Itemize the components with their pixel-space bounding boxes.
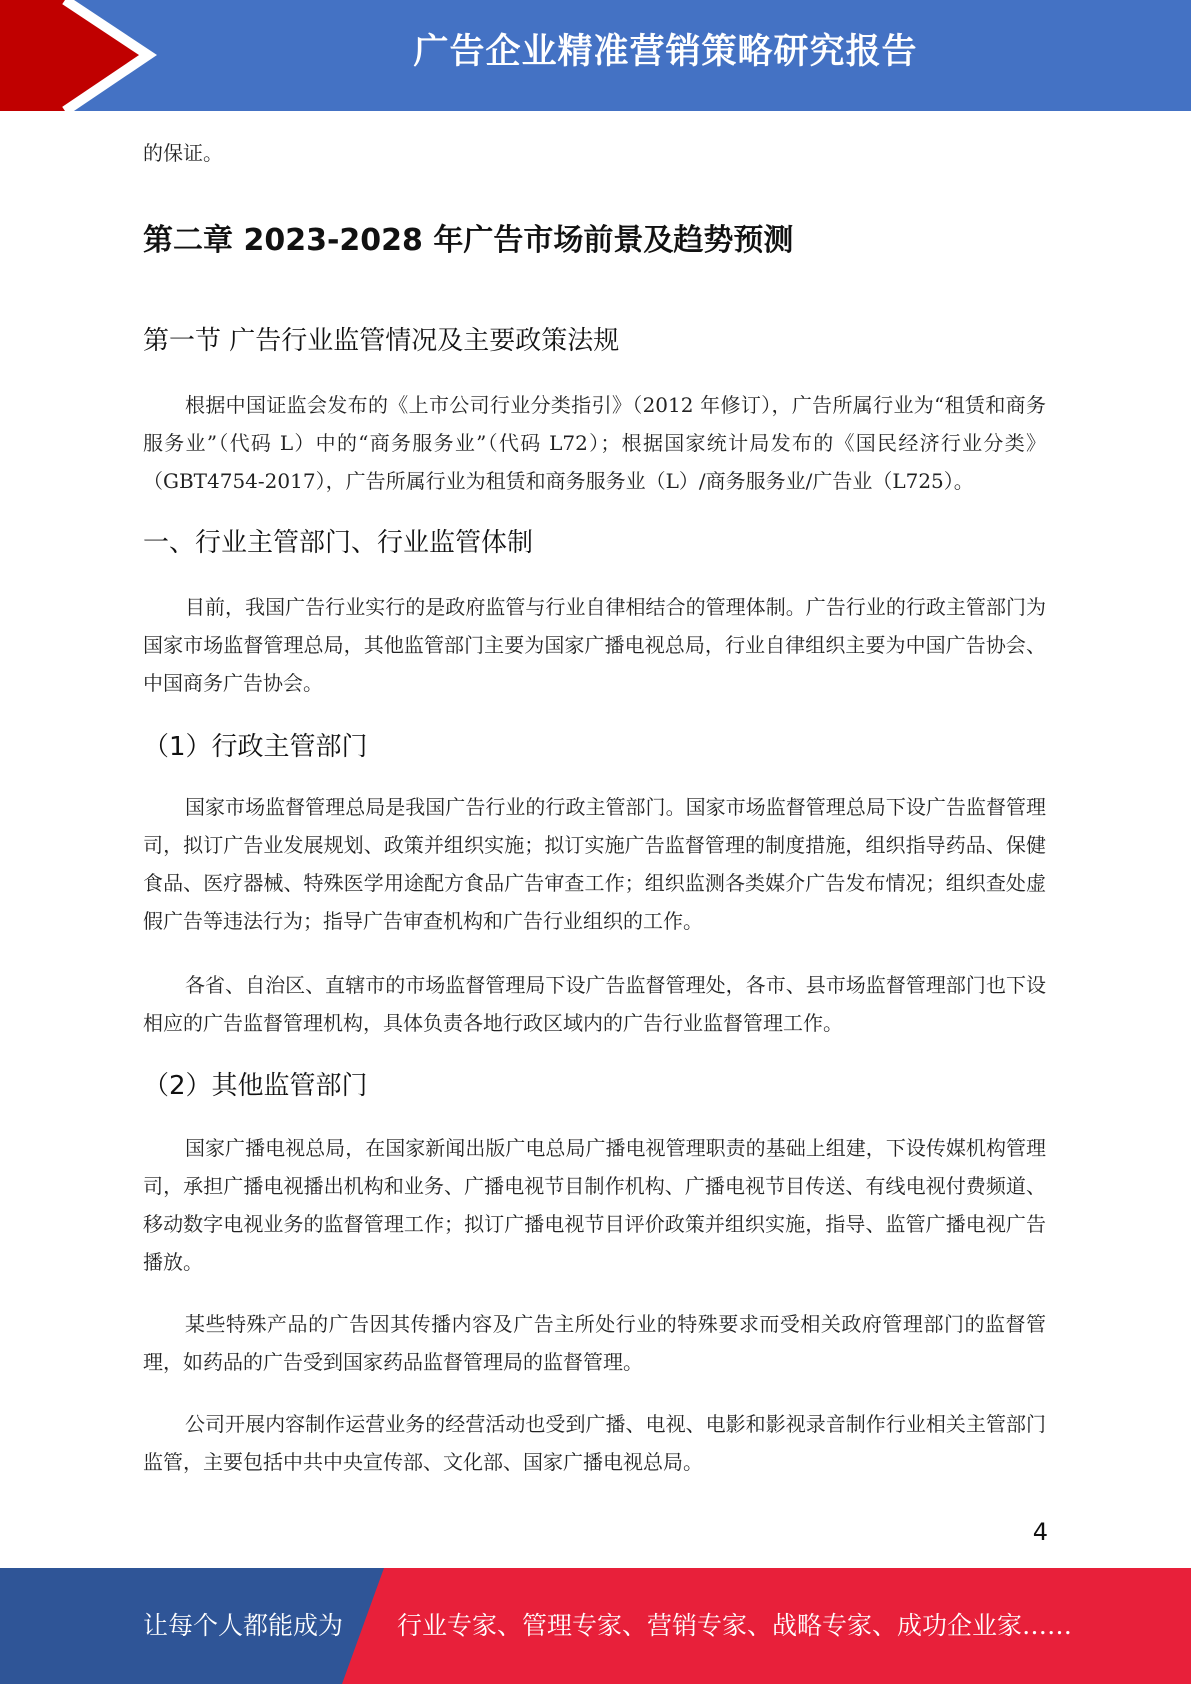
item-heading-1: （1）行政主管部门 xyxy=(143,732,368,762)
page-header xyxy=(0,0,1191,111)
chapter-heading: 第二章 2023-2028 年广告市场前景及趋势预测 xyxy=(143,223,794,258)
item-heading-2: （2）其他监管部门 xyxy=(143,1071,368,1101)
item-1-paragraph-1: 国家市场监督管理总局是我国广告行业的行政主管部门。国家市场监督管理总局下设广告监督管理司，拟订广告业发展规划、政策并组织实施；拟订实施广告监督管理的制度措施，组织指导药品、保健食品、医疗器械、特殊医学用途配方食品广告审查工作；组织监测各类媒介广告发布情况；组织查处虚假广告等违法行为；指导广告审查机构和广告行业组织的工作。 xyxy=(143,795,1046,933)
intro-paragraph: 根据中国证监会发布的《上市公司行业分类指引》（2012 年修订），广告所属行业为“租赁和商务服务业”（代码 L）中的“商务服务业”（代码 L72）；根据国家统计局发布的《国民经济行业分类》（GBT4754-2017），广告所属行业为租赁和商务服务业（L）/商务服务业/广告业（L725）。 xyxy=(143,393,1046,493)
item-2-paragraph-2: 某些特殊产品的广告因其传播内容及广告主所处行业的特殊要求而受相关政府管理部门的监督管理，如药品的广告受到国家药品监督管理局的监督管理。 xyxy=(143,1312,1046,1374)
item-1-paragraph-2: 各省、自治区、直辖市的市场监督管理局下设广告监督管理处，各市、县市场监督管理部门也下设相应的广告监督管理机构，具体负责各地行政区域内的广告行业监督管理工作。 xyxy=(143,973,1046,1035)
section-heading: 第一节 广告行业监管情况及主要政策法规 xyxy=(143,326,620,356)
report-title: 广告企业精准营销策略研究报告 xyxy=(413,32,918,72)
subsection-1-paragraph: 目前，我国广告行业实行的是政府监管与行业自律相结合的管理体制。广告行业的行政主管部门为国家市场监督管理总局，其他监管部门主要为国家广播电视总局，行业自律组织主要为中国广告协会、中国商务广告协会。 xyxy=(143,595,1046,695)
subsection-heading-1: 一、行业主管部门、行业监管体制 xyxy=(143,528,534,558)
footer-slogan-right: 行业专家、管理专家、营销专家、战略专家、成功企业家…… xyxy=(397,1611,1073,1640)
page-number: 4 xyxy=(1032,1518,1048,1546)
item-2-paragraph-1: 国家广播电视总局，在国家新闻出版广电总局广播电视管理职责的基础上组建，下设传媒机构管理司，承担广播电视播出机构和业务、广播电视节目制作机构、广播电视节目传送、有线电视付费频道、移动数字电视业务的监督管理工作；拟订广播电视节目评价政策并组织实施，指导、监管广播电视广告播放。 xyxy=(143,1136,1046,1274)
footer-slogan-left: 让每个人都能成为 xyxy=(143,1611,344,1640)
page-footer xyxy=(0,1568,1191,1684)
item-2-paragraph-3: 公司开展内容制作运营业务的经营活动也受到广播、电视、电影和影视录音制作行业相关主管部门监管，主要包括中共中央宣传部、文化部、国家广播电视总局。 xyxy=(143,1412,1046,1474)
header-red-arrow xyxy=(0,0,148,111)
continuation-text: 的保证。 xyxy=(143,141,223,165)
